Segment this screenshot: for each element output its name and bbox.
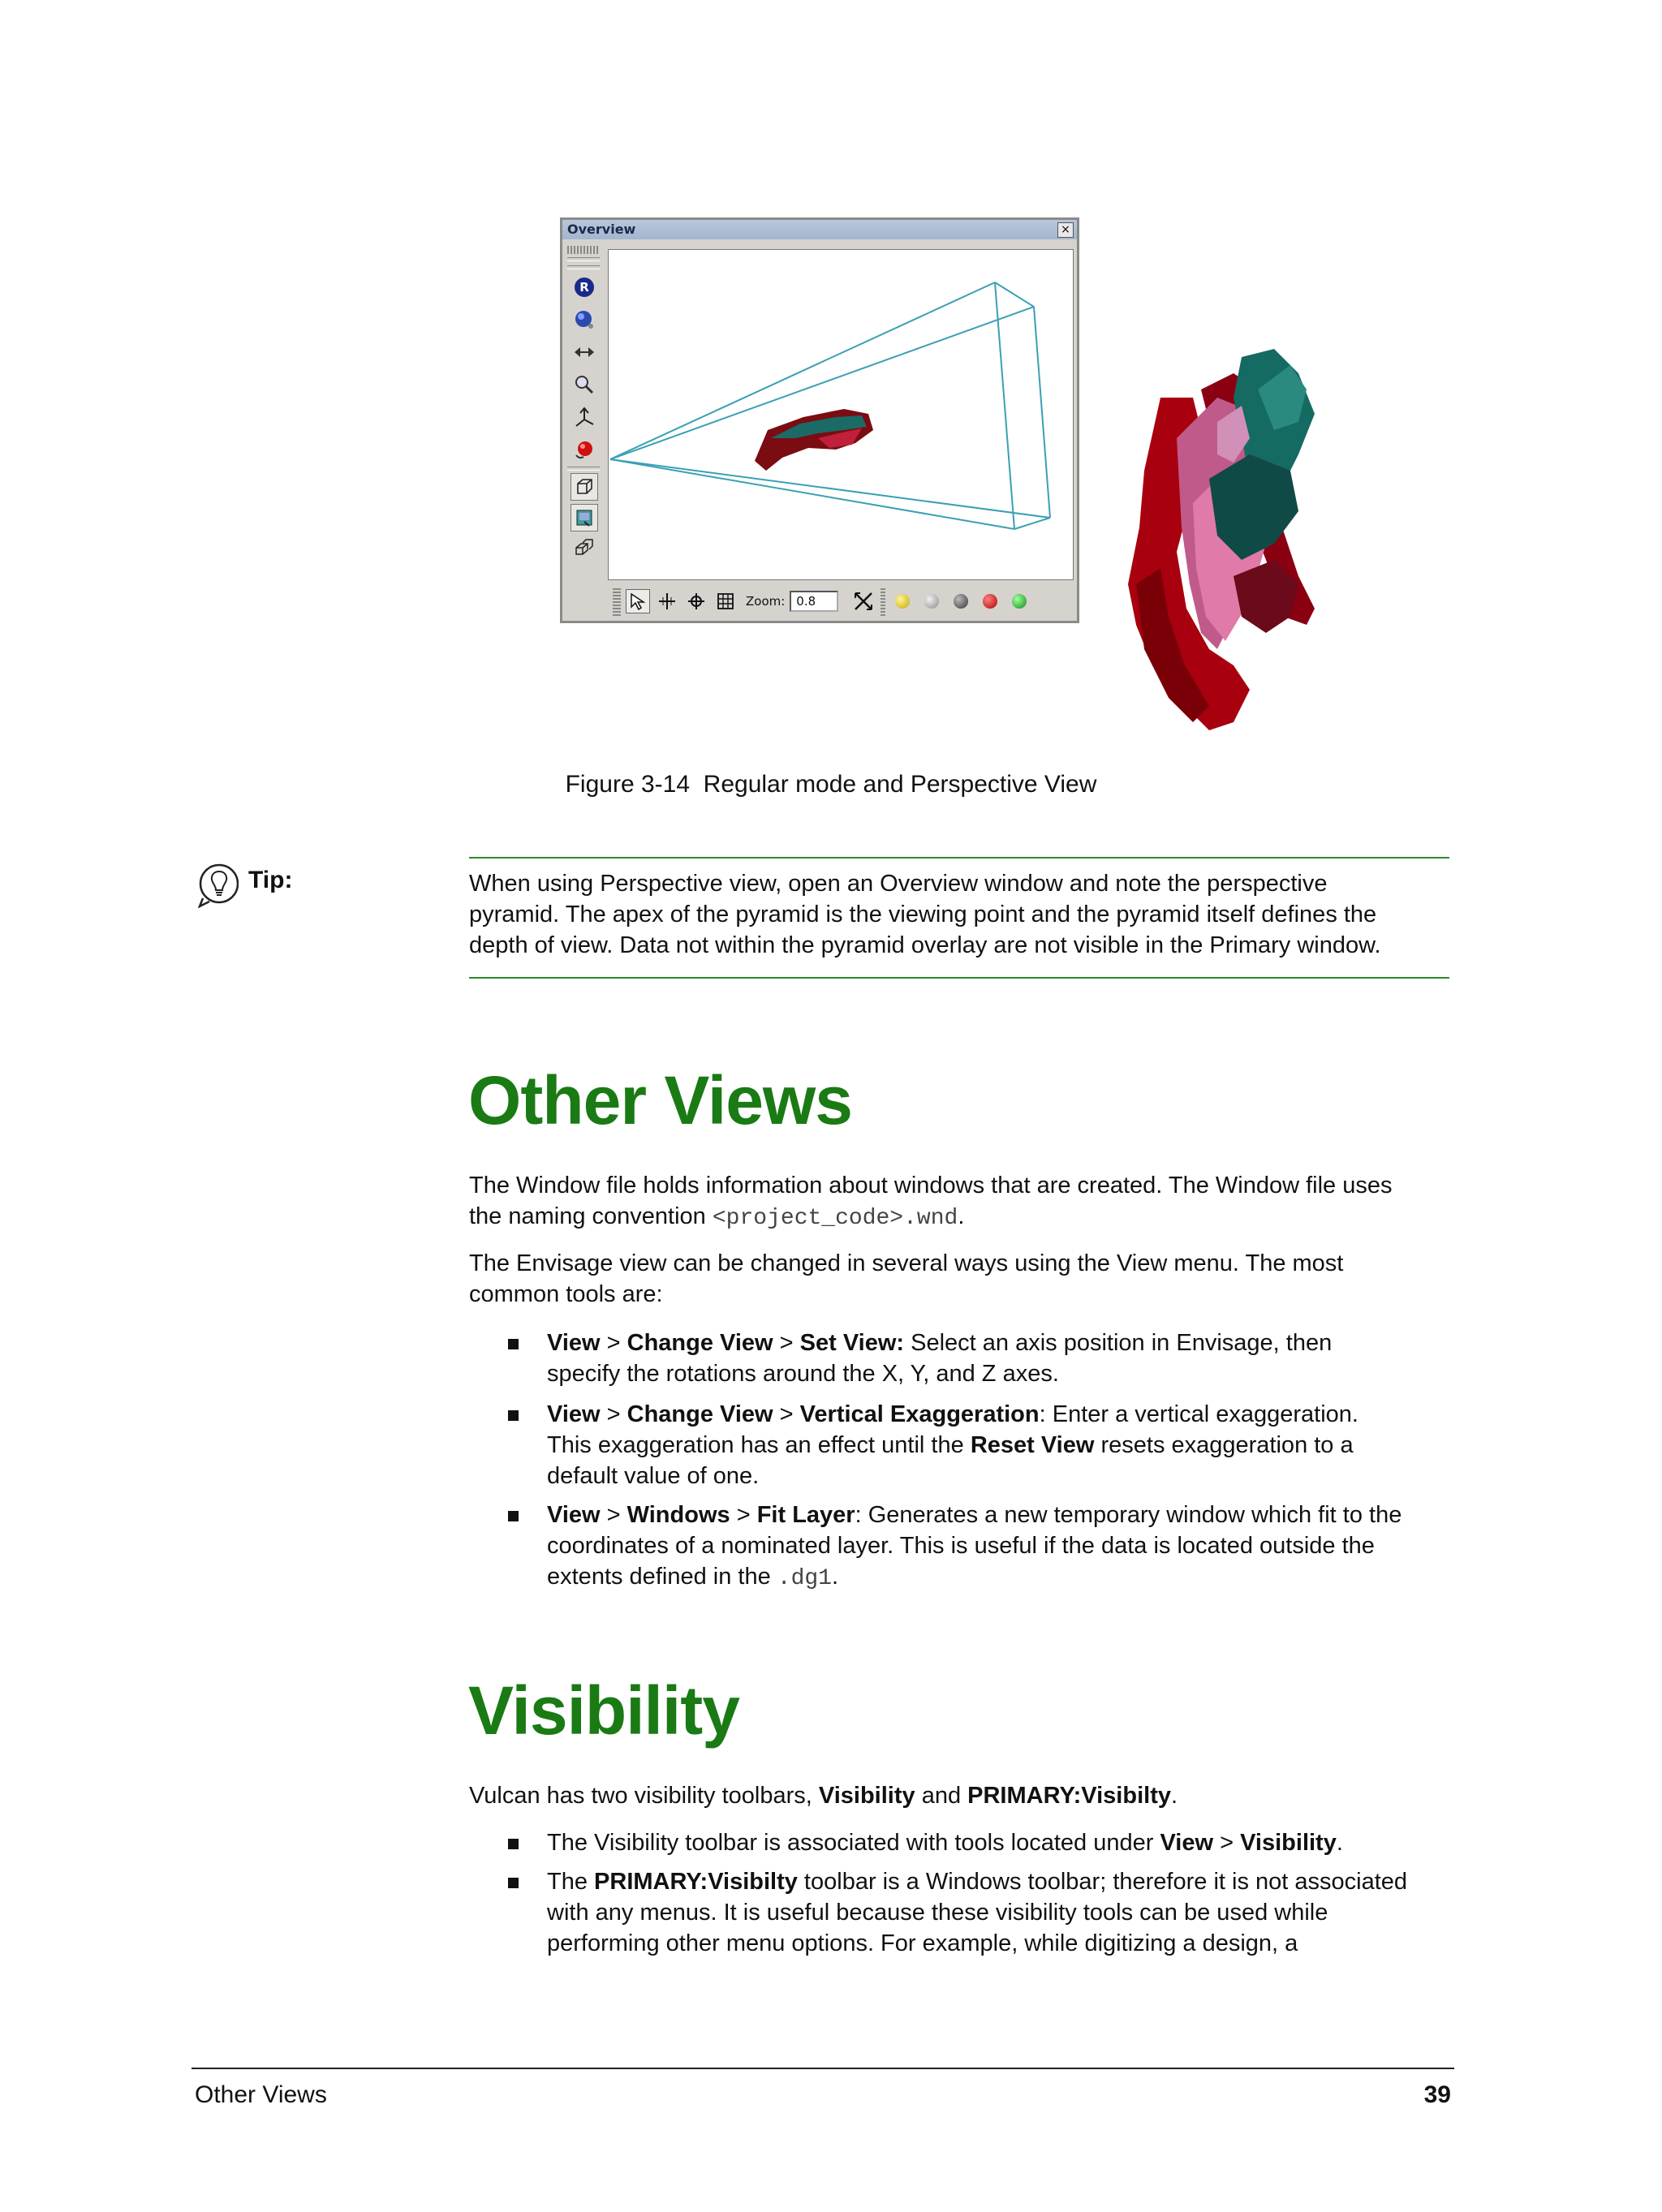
dark-ball-icon[interactable] [949, 589, 973, 613]
page-number: 39 [1423, 2081, 1451, 2108]
perspective-pyramid [609, 250, 1073, 579]
green-ball-icon[interactable] [1007, 589, 1031, 613]
tip-label: Tip: [248, 867, 293, 893]
paragraph: The Envisage view can be changed in several ways using the View menu. The most common tools are: [469, 1250, 1344, 1307]
pan-arrows-icon[interactable] [571, 338, 598, 366]
toolbar-grip[interactable] [881, 587, 885, 616]
orebody-model [755, 409, 873, 471]
code-filename: <project_code>.wnd [712, 1206, 958, 1231]
axis-icon[interactable] [571, 403, 598, 431]
toolbar-grip[interactable] [567, 246, 600, 254]
close-icon[interactable]: × [1057, 222, 1074, 238]
red-ball-icon[interactable] [978, 589, 1002, 613]
toolbar-grip[interactable] [613, 587, 621, 616]
tip-bottom-rule [469, 977, 1449, 979]
bullet-icon [508, 1410, 519, 1421]
grid-icon[interactable] [713, 589, 738, 613]
globe-icon[interactable] [571, 306, 598, 334]
bullet-icon [508, 1839, 519, 1849]
svg-text:R: R [579, 280, 589, 295]
zoom-label: Zoom: [746, 594, 786, 609]
bullet-icon [508, 1511, 519, 1521]
bullet-icon [508, 1339, 519, 1349]
tip-text: When using Perspective view, open an Overview window and note the perspective pyramid. The apex of the pyramid is the viewing point and the pyramid itself defines the depth of view. Data not within the pyramid overlay are not visible in the Primary window. [469, 871, 1381, 958]
footer-rule [192, 2068, 1454, 2069]
grey-ball-icon[interactable] [919, 589, 944, 613]
paragraph: Vulcan has two visibility toolbars, Visibility and PRIMARY:Visibilty. [469, 1783, 1178, 1809]
lightbulb-icon [198, 863, 239, 908]
figure-caption: Figure 3-14 Regular mode and Perspective View [565, 771, 1097, 798]
heading-visibility: Visibility [468, 1672, 739, 1749]
paragraph: The Window file holds information about windows that are created. The Window file uses the naming convention <project_code>.wnd. [469, 1173, 1393, 1231]
heading-other-views: Other Views [468, 1062, 852, 1138]
select-arrow-icon[interactable] [626, 589, 650, 613]
overview-window [560, 217, 1079, 623]
magnifier-icon[interactable] [571, 371, 598, 398]
red-ball-icon[interactable] [571, 436, 598, 463]
separator [567, 265, 600, 269]
view-toolbar [608, 582, 1075, 621]
yellow-ball-icon[interactable] [890, 589, 915, 613]
r-icon[interactable] [571, 273, 598, 301]
overview-canvas[interactable] [608, 249, 1074, 580]
perspective-view-render [1112, 341, 1371, 738]
zoom-input[interactable]: 0.8 [790, 591, 838, 612]
footer-section-name: Other Views [195, 2081, 327, 2108]
code-extension: .dg1 [777, 1566, 832, 1591]
bullet-icon [508, 1878, 519, 1888]
crosshair-icon[interactable] [655, 589, 679, 613]
image-icon[interactable] [571, 504, 598, 531]
zoom-reset-icon[interactable] [851, 589, 876, 613]
separator [567, 257, 600, 261]
cube-icon[interactable] [571, 473, 598, 501]
separator [567, 467, 600, 471]
tip-top-rule [469, 857, 1449, 859]
cubes-icon[interactable] [571, 535, 598, 562]
target-icon[interactable] [684, 589, 708, 613]
window-title: Overview [562, 220, 1077, 239]
